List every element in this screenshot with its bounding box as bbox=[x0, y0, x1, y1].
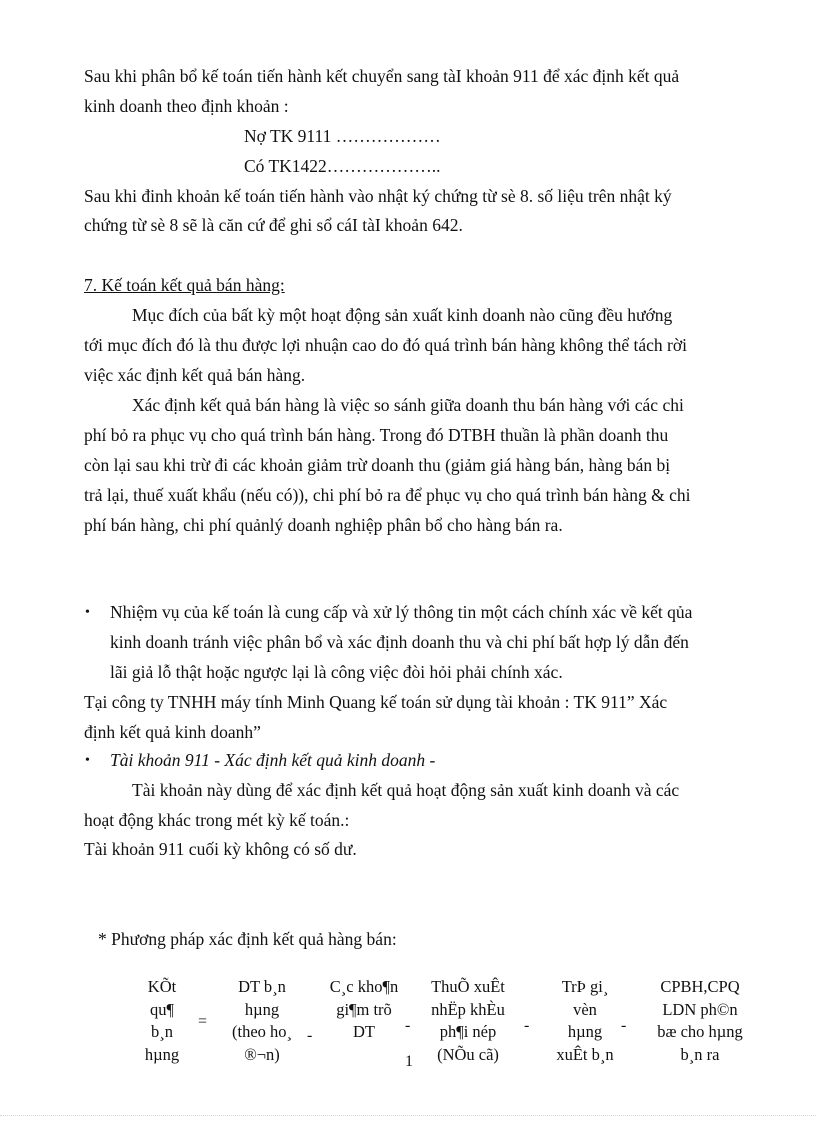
accounting-entry-credit: Có TK1422……………….. bbox=[244, 156, 441, 176]
section-heading: 7. Kế toán kết quả bán hàng: bbox=[84, 275, 285, 295]
paragraph-text: trả lại, thuế xuất khẩu (nếu có)), chi phí bỏ ra để phục vụ cho quá trình bán hàng & chi bbox=[84, 485, 691, 505]
paragraph-text: định kết quả kinh doanh” bbox=[84, 722, 261, 742]
accounting-entry-debit: Nợ TK 9111 ……………… bbox=[244, 126, 441, 146]
formula-term: TrÞ gi¸ vèn hµng xuÊt b¸n bbox=[556, 977, 614, 1064]
formula-minus: - bbox=[524, 1017, 530, 1034]
bullet-icon: • bbox=[85, 753, 90, 768]
formula-term: ThuÕ xuÊt nhËp khÈu ph¶i nép (NÕu cã) bbox=[431, 977, 505, 1064]
paragraph-text: Sau khi đinh khoản kế toán tiến hành vào nhật ký chứng từ sè 8. số liệu trên nhật ký bbox=[84, 186, 672, 206]
formula-minus: - bbox=[405, 1017, 411, 1034]
formula-term: DT b¸n hµng (theo ho¸ ®¬n) bbox=[231, 977, 293, 1064]
paragraph-text: Tại công ty TNHH máy tính Minh Quang kế toán sử dụng tài khoản : TK 911” Xác bbox=[84, 692, 668, 712]
paragraph-text: Tài khoản 911 cuối kỳ không có số dư. bbox=[84, 839, 357, 859]
bullet-text: lãi giả lỗ thật hoặc ngược lại là công việc đòi hỏi phải chính xác. bbox=[110, 662, 563, 682]
formula-result: KÕt qu¶ b¸n hµng bbox=[144, 977, 180, 1064]
paragraph-text: chứng từ sè 8 sẽ là căn cứ để ghi sổ cáI tàI khoản 642. bbox=[84, 215, 463, 235]
formula-term: CPBH,CPQ LDN ph©n bæ cho hµng b¸n ra bbox=[657, 977, 743, 1064]
paragraph-text: phí bỏ ra phục vụ cho quá trình bán hàng. Trong đó DTBH thuần là phần doanh thu bbox=[84, 425, 669, 445]
paragraph-text: Sau khi phân bổ kế toán tiến hành kết chuyển sang tàI khoản 911 để xác định kết quả bbox=[84, 66, 680, 86]
paragraph-text: còn lại sau khi trừ đi các khoản giảm trừ doanh thu (giảm giá hàng bán, hàng bán bị bbox=[84, 455, 671, 475]
bullet-text: Nhiệm vụ của kế toán là cung cấp và xử lý thông tin một cách chính xác về kết qủa bbox=[110, 602, 693, 622]
paragraph-text: Mục đích của bất kỳ một hoạt động sản xuất kinh doanh nào cũng đều hướng bbox=[132, 305, 673, 325]
paragraph-text: tới mục đích đó là thu được lợi nhuận cao do đó quá trình bán hàng không thể tách rời bbox=[84, 335, 687, 355]
page-bottom-divider bbox=[0, 1115, 816, 1116]
bullet-text: kinh doanh tránh việc phân bổ và xác định doanh thu và chi phí bất hợp lý dẫn đến bbox=[110, 632, 689, 652]
formula-minus: - bbox=[307, 1027, 313, 1044]
formula-term: C¸c kho¶n gi¶m trõ DT bbox=[329, 977, 399, 1041]
page-number: 1 bbox=[405, 1053, 413, 1070]
paragraph-text: việc xác định kết quả bán hàng. bbox=[84, 365, 306, 385]
paragraph-text: Tài khoản này dùng để xác định kết quả hoạt động sản xuất kinh doanh và các bbox=[132, 780, 680, 800]
formula-equals: = bbox=[198, 1013, 208, 1030]
method-heading: * Phương pháp xác định kết quả hàng bán: bbox=[98, 929, 397, 949]
bullet-icon: • bbox=[85, 605, 90, 620]
paragraph-text: hoạt động khác trong mét kỳ kế toán.: bbox=[84, 810, 350, 830]
paragraph-text: Xác định kết quả bán hàng là việc so sánh giữa doanh thu bán hàng với các chi bbox=[132, 395, 684, 415]
bullet-text-italic: Tài khoản 911 - Xác định kết quả kinh doanh - bbox=[110, 750, 436, 770]
paragraph-text: kinh doanh theo định khoản : bbox=[84, 96, 289, 116]
paragraph-text: phí bán hàng, chi phí quảnlý doanh nghiệp phân bổ cho hàng bán ra. bbox=[84, 515, 563, 535]
formula-minus: - bbox=[621, 1017, 627, 1034]
